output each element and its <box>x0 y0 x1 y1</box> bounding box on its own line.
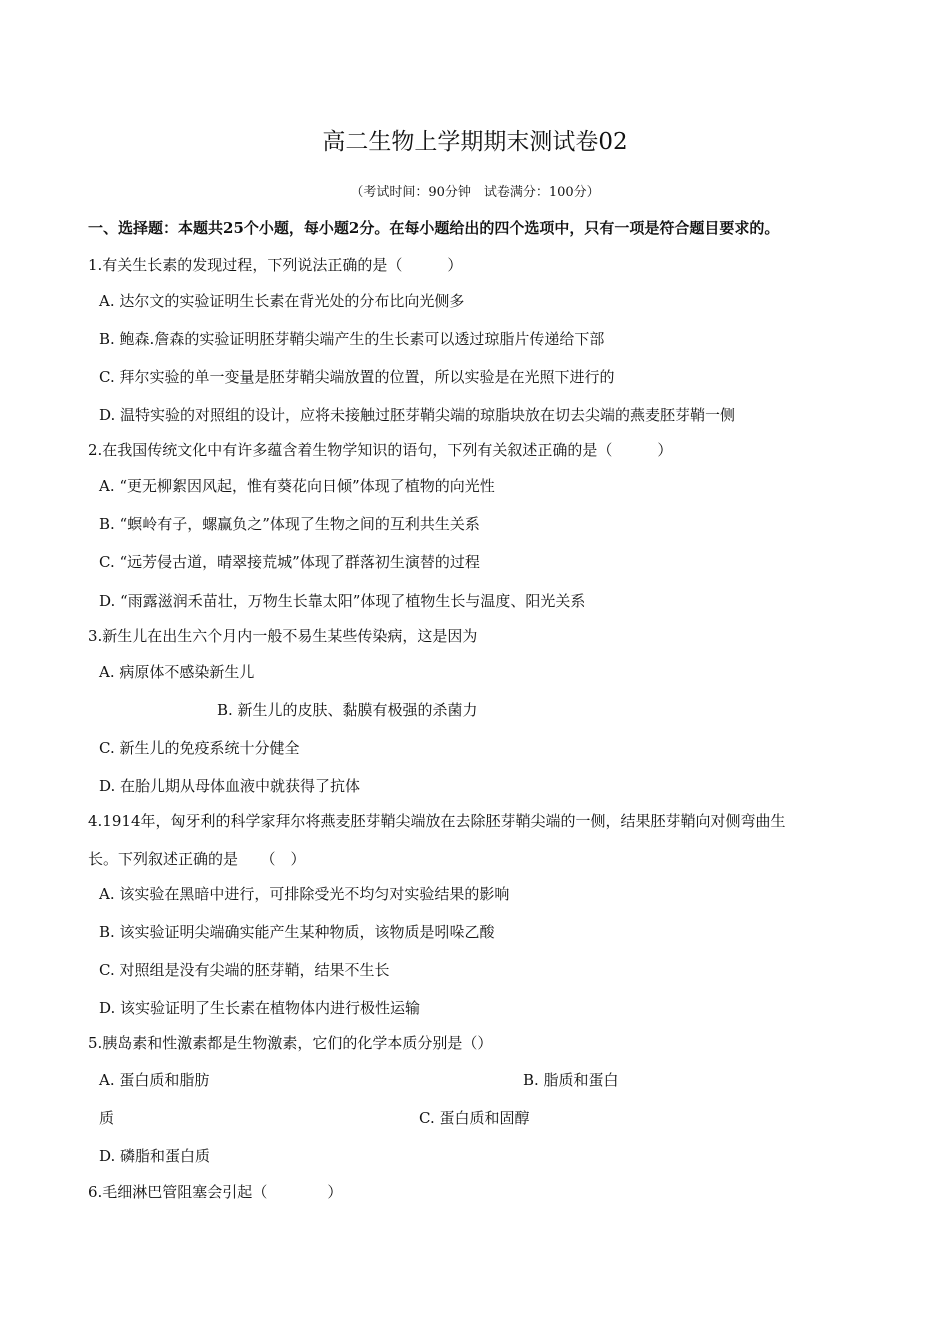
page-title: 高二生物上学期期末测试卷02 <box>322 129 628 155</box>
question-5-option-b-cont: 质 <box>99 1109 115 1127</box>
question-5-option-d: D. 磷脂和蛋白质 <box>99 1147 211 1165</box>
question-4-option-b: B. 该实验证明尖端确实能产生某种物质，该物质是吲哚乙酸 <box>99 923 495 941</box>
question-4-stem-cont: 长。下列叙述正确的是 （ ） <box>88 850 306 868</box>
question-2-option-b: B. “螟岭有子，螺赢负之”体现了生物之间的互利共生关系 <box>99 515 480 533</box>
question-4-option-a: A. 该实验在黑暗中进行，可排除受光不均匀对实验结果的影响 <box>99 885 510 903</box>
question-4-option-d: D. 该实验证明了生长素在植物体内进行极性运输 <box>99 999 421 1017</box>
question-3-stem: 3.新生儿在出生六个月内一般不易生某些传染病，这是因为 <box>88 627 478 645</box>
question-3-option-c: C. 新生儿的免疫系统十分健全 <box>99 739 300 757</box>
question-1-stem: 1.有关生长素的发现过程，下列说法正确的是（ ） <box>88 256 463 274</box>
question-5-stem: 5.胰岛素和性激素都是生物激素，它们的化学本质分别是（） <box>88 1034 493 1052</box>
question-2-option-a: A. “更无柳絮因风起，惟有葵花向日倾”体现了植物的向光性 <box>99 477 495 495</box>
section-heading: 一、选择题：本题共25个小题，每小题2分。在每小题给出的四个选项中，只有一项是符合题目要求的。 <box>88 219 780 237</box>
question-6-stem: 6.毛细淋巴管阻塞会引起（ ） <box>88 1183 343 1201</box>
question-4-stem: 4.1914年，匈牙利的科学家拜尔将燕麦胚芽鞘尖端放在去除胚芽鞘尖端的一侧，结果胚芽鞘向对侧弯曲生 <box>88 812 786 830</box>
question-5-option-c: C. 蛋白质和固醇 <box>419 1109 530 1127</box>
question-3-option-a: A. 病原体不感染新生儿 <box>99 663 255 681</box>
question-5-option-a: A. 蛋白质和脂肪 <box>99 1071 210 1089</box>
question-1-option-c: C. 拜尔实验的单一变量是胚芽鞘尖端放置的位置，所以实验是在光照下进行的 <box>99 368 615 386</box>
question-3-option-d: D. 在胎儿期从母体血液中就获得了抗体 <box>99 777 361 795</box>
question-5-option-b: B. 脂质和蛋白 <box>523 1071 619 1089</box>
question-1-option-d: D. 温特实验的对照组的设计，应将未接触过胚芽鞘尖端的琼脂块放在切去尖端的燕麦胚芽鞘一侧 <box>99 406 736 424</box>
question-3-option-b: B. 新生儿的皮肤、黏膜有极强的杀菌力 <box>217 701 478 719</box>
question-2-option-d: D. “雨露滋润禾苗壮，万物生长靠太阳”体现了植物生长与温度、阳光关系 <box>99 592 586 610</box>
question-2-option-c: C. “远芳侵古道，晴翠接荒城”体现了群落初生演替的过程 <box>99 553 480 571</box>
question-1-option-b: B. 鲍森.詹森的实验证明胚芽鞘尖端产生的生长素可以透过琼脂片传递给下部 <box>99 330 605 348</box>
question-1-option-a: A. 达尔文的实验证明生长素在背光处的分布比向光侧多 <box>99 292 465 310</box>
question-4-option-c: C. 对照组是没有尖端的胚芽鞘，结果不生长 <box>99 961 390 979</box>
exam-info: （考试时间：90分钟 试卷满分：100分） <box>350 185 600 200</box>
question-2-stem: 2.在我国传统文化中有许多蕴含着生物学知识的语句，下列有关叙述正确的是（ ） <box>88 441 673 459</box>
